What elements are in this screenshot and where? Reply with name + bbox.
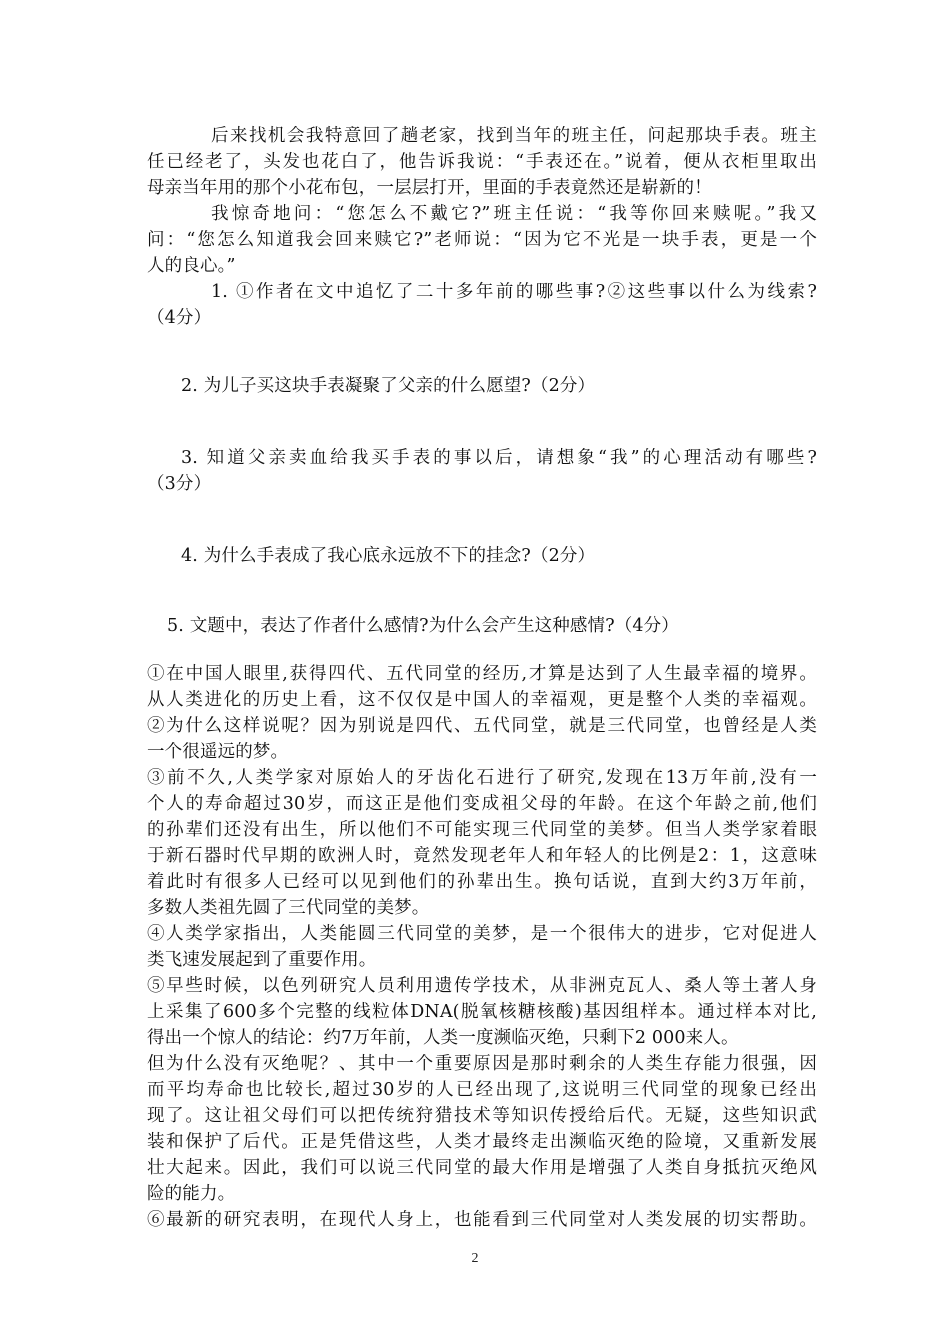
page-number: 2 [471,1251,479,1266]
article-line: ④人类学家指出，人类能圆三代同堂的美梦，是一个很伟大的进步，它对促进人 [147,924,817,944]
story-line: 母亲当年用的那个小花布包，一层层打开，里面的手表竟然还是崭新的！ [147,178,712,198]
article-line: 于新石器时代早期的欧洲人时，竟然发现老年人和年轻人的比例是2：1，这意味 [147,846,817,866]
article-line: 但为什么没有灭绝呢？、其中一个重要原因是那时剩余的人类生存能力很强，因 [147,1054,817,1074]
article-line: 装和保护了后代。正是凭借这些，人类才最终走出濒临灭绝的险境，又重新发展 [147,1132,817,1152]
article-line: ③前不久,人类学家对原始人的牙齿化石进行了研究,发现在13万年前,没有一 [147,768,817,788]
question-1: 1. ①作者在文中追忆了二十多年前的哪些事?②这些事以什么为线索? [211,282,817,302]
article-line: 而平均寿命也比较长,超过30岁的人已经出现了,这说明三代同堂的现象已经出 [147,1080,817,1100]
article-line: 一个很遥远的梦。 [147,742,289,762]
article-line: 类飞速发展起到了重要作用。 [147,950,377,970]
article-line: 险的能力。 [147,1184,236,1204]
article-line: 着此时有很多人已经可以见到他们的孙辈出生。换句话说，直到大约3万年前， [147,872,817,892]
article-line: ⑤早些时候，以色列研究人员利用遗传学技术，从非洲克瓦人、桑人等土著人身 [147,976,817,996]
article-line: 的孙辈们还没有出生，所以他们不可能实现三代同堂的美梦。但当人类学家着眼 [147,820,817,840]
question-5: 5. 文题中，表达了作者什么感情?为什么会产生这种感情?（4分） [167,616,679,636]
story-line: 后来找机会我特意回了趟老家，找到当年的班主任，问起那块手表。班主 [211,126,817,146]
question-3-score: （3分） [147,474,212,494]
article-line: ①在中国人眼里,获得四代、五代同堂的经历,才算是达到了人生最幸福的境界。 [147,664,817,684]
story-line: 人的良心。” [147,256,236,276]
article-line: 上采集了600多个完整的线粒体DNA(脱氧核糖核酸)基因组样本。通过样本对比, [147,1002,817,1022]
article-line: 个人的寿命超过30岁，而这正是他们变成祖父母的年龄。在这个年龄之前,他们 [147,794,817,814]
article-line: 多数人类祖先圆了三代同堂的美梦。 [147,898,430,918]
question-3: 3. 知道父亲卖血给我买手表的事以后，请想象“我”的心理活动有哪些? [181,448,817,468]
article-line: ②为什么这样说呢？因为别说是四代、五代同堂，就是三代同堂，也曾经是人类 [147,716,817,736]
article-line: 现了。这让祖父母们可以把传统狩猎技术等知识传授给后代。无疑，这些知识武 [147,1106,817,1126]
article-line: 得出一个惊人的结论：约7万年前，人类一度濒临灭绝，只剩下2 000来人。 [147,1028,739,1048]
story-line: 我惊奇地问：“您怎么不戴它?”班主任说：“我等你回来赎呢。”我又 [211,204,817,224]
article-line: 壮大起来。因此，我们可以说三代同堂的最大作用是增强了人类自身抵抗灭绝风 [147,1158,817,1178]
story-line: 问：“您怎么知道我会回来赎它?”老师说：“因为它不光是一块手表，更是一个 [147,230,817,250]
article-line: ⑥最新的研究表明，在现代人身上，也能看到三代同堂对人类发展的切实帮助。 [147,1210,817,1230]
question-4: 4. 为什么手表成了我心底永远放不下的挂念?（2分） [181,546,596,566]
question-2: 2. 为儿子买这块手表凝聚了父亲的什么愿望?（2分） [181,376,596,396]
article-line: 从人类进化的历史上看，这不仅仅是中国人的幸福观，更是整个人类的幸福观。 [147,690,817,710]
story-line: 任已经老了，头发也花白了，他告诉我说：“手表还在。”说着，便从衣柜里取出 [147,152,817,172]
question-1-score: （4分） [147,308,212,328]
